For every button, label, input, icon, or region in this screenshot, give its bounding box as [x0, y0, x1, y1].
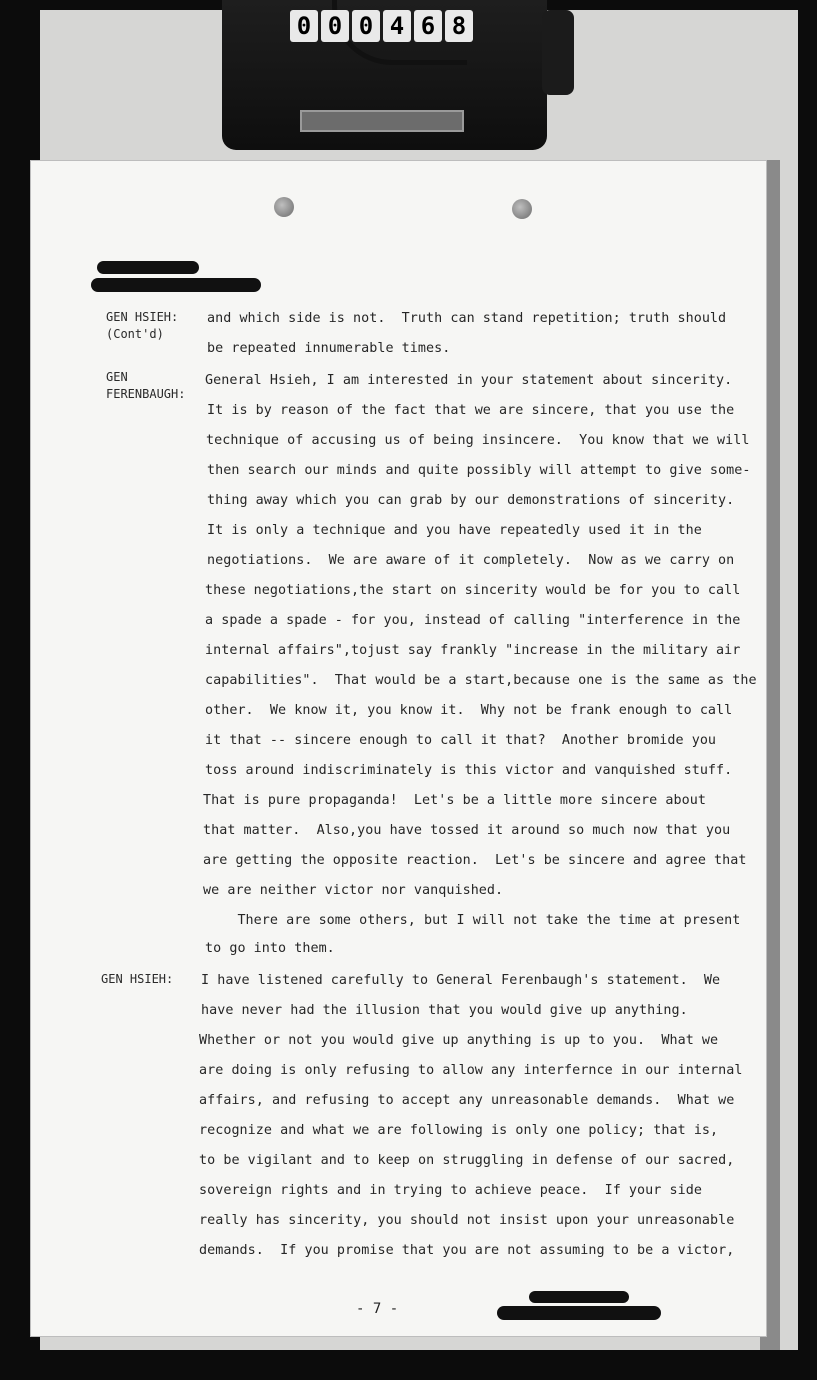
- transcript-line: other. We know it, you know it. Why not be frank enough to call: [205, 703, 733, 718]
- transcript-line: to be vigilant and to keep on struggling in defense of our sacred,: [199, 1153, 735, 1168]
- punch-hole: [274, 197, 294, 217]
- counter-digit: 4: [383, 10, 411, 42]
- redaction-mark: [497, 1306, 661, 1320]
- redaction-mark: [529, 1291, 629, 1303]
- transcript-line: to go into them.: [205, 941, 335, 956]
- transcript-line: toss around indiscriminately is this victor and vanquished stuff.: [205, 763, 733, 778]
- transcript-line: be repeated innumerable times.: [207, 341, 451, 356]
- transcript-line: recognize and what we are following is only one policy; that is,: [199, 1123, 719, 1138]
- counter-slot: [300, 110, 464, 132]
- speaker-label: GEN HSIEH:: [101, 972, 174, 986]
- transcript-line: it that -- sincere enough to call it that? Another bromide you: [205, 733, 717, 748]
- transcript-line: General Hsieh, I am interested in your statement about sincerity.: [205, 373, 733, 388]
- transcript-line: sovereign rights and in trying to achieve peace. If your side: [199, 1183, 702, 1198]
- transcript-line: That is pure propaganda! Let's be a little more sincere about: [203, 793, 706, 808]
- speaker-label: GEN FERENBAUGH:: [106, 370, 186, 401]
- counter-knob: [542, 10, 574, 95]
- transcript-line: I have listened carefully to General Ferenbaugh's statement. We: [201, 973, 721, 988]
- transcript-line: that matter. Also,you have tossed it around so much now that you: [203, 823, 731, 838]
- transcript-line: negotiations. We are aware of it completely. Now as we carry on: [207, 553, 735, 568]
- punch-hole: [512, 199, 532, 219]
- transcript-line: really has sincerity, you should not insist upon your unreasonable: [199, 1213, 735, 1228]
- transcript-line: internal affairs",tojust say frankly "increase in the military air: [205, 643, 741, 658]
- counter-digit: 0: [352, 10, 380, 42]
- transcript-line: then search our minds and quite possibly will attempt to give some-: [207, 463, 751, 478]
- transcript-line: are doing is only refusing to allow any interfernce in our internal: [199, 1063, 743, 1078]
- transcript-line: It is by reason of the fact that we are sincere, that you use the: [207, 403, 735, 418]
- transcript-line: It is only a technique and you have repeatedly used it in the: [207, 523, 702, 538]
- counter-digit: 8: [445, 10, 473, 42]
- redaction-mark: [91, 278, 261, 292]
- transcript-line: are getting the opposite reaction. Let's be sincere and agree that: [203, 853, 747, 868]
- counter-digit: 0: [290, 10, 318, 42]
- counter-digit: 0: [321, 10, 349, 42]
- counter-digit: 6: [414, 10, 442, 42]
- transcript-line: capabilities". That would be a start,because one is the same as the: [205, 673, 757, 688]
- transcript-line: we are neither victor nor vanquished.: [203, 883, 504, 898]
- frame-counter-device: [222, 0, 547, 150]
- transcript-line: There are some others, but I will not take the time at present: [205, 913, 741, 928]
- transcript-line: thing away which you can grab by our demonstrations of sincerity.: [207, 493, 735, 508]
- transcript-line: affairs, and refusing to accept any unreasonable demands. What we: [199, 1093, 735, 1108]
- frame-counter: [290, 10, 473, 42]
- transcript-line: have never had the illusion that you would give up anything.: [201, 1003, 688, 1018]
- transcript-line: a spade a spade - for you, instead of calling "interference in the: [205, 613, 741, 628]
- transcript-line: technique of accusing us of being insincere. You know that we will: [206, 433, 750, 448]
- transcript-line: demands. If you promise that you are not assuming to be a victor,: [199, 1243, 735, 1258]
- document-page: [30, 160, 767, 1337]
- speaker-label: GEN HSIEH: (Cont'd): [106, 310, 179, 341]
- transcript-line: and which side is not. Truth can stand repetition; truth should: [207, 311, 727, 326]
- redaction-mark: [97, 261, 199, 274]
- transcript-line: these negotiations,the start on sincerity would be for you to call: [205, 583, 741, 598]
- page-number: - 7 -: [356, 1301, 399, 1317]
- transcript-line: Whether or not you would give up anything is up to you. What we: [199, 1033, 719, 1048]
